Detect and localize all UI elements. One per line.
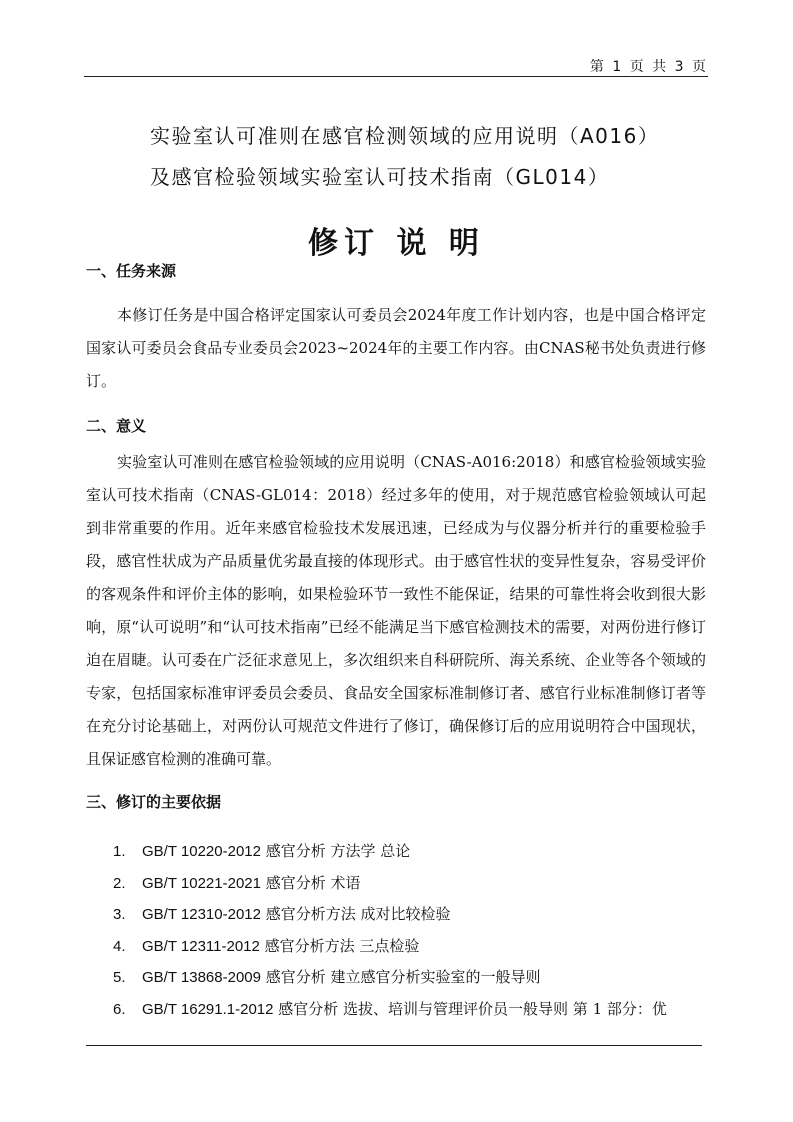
list-number: 5.	[113, 969, 126, 986]
standard-title: 感官分析 术语	[265, 873, 361, 892]
standard-title: 感官分析方法 成对比较检验	[265, 905, 451, 923]
list-number: 1.	[113, 843, 126, 860]
list-number: 2.	[113, 874, 126, 892]
section-heading-significance: 二、意义	[86, 417, 147, 435]
standard-title: 感官分析 选拔、培训与管理评价员一般导则 第 1 部分：优	[278, 999, 667, 1018]
page-number-header: 第 1 页 共 3 页	[589, 59, 708, 75]
standard-code: GB/T 12311-2012	[142, 937, 260, 955]
section-heading-task-source: 一、任务来源	[86, 262, 177, 280]
standard-title: 感官分析方法 三点检验	[264, 936, 420, 955]
section-paragraph-significance: 实验室认可准则在感官检验领域的应用说明（CNAS-A016:2018）和感官检验领域实验室认可技术指南（CNAS-GL014：2018）经过多年的使用，对于规范感官检验领域认可起到非常重要的作用。近年来感官检验技术发展迅速，已经成为与仪器分析并行的重要检验手段，感官性状成为产品质量优劣最直接的体现形式。由于感官性状的变异性复杂，容易受评价的客观条件和评价主体的影响，如果检验环节一致性不能保证，结果的可靠性将会收到很大影响，原“认可说明”和“认可技术指南”已经不能满足当下感官检测技术的需要，对两份进行修订迫在眉睫。认可委在广泛征求意见上，多次组织来自科研院所、海关系统、企业等各个领域的专家，包括国家标准审评委员会委员、食品安全国家标准制修订者、感官行业标准制修订者等在充分讨论基础上，对两份认可规范文件进行了修订，确保修订后的应用说明符合中国现状，且保证感官检测的准确可靠。	[86, 453, 706, 768]
list-item	[113, 931, 667, 963]
standard-title: 感官分析 建立感官分析实验室的一般导则	[265, 968, 541, 986]
standard-code: GB/T 13868-2009	[142, 969, 261, 986]
main-title: 修订 说 明	[308, 226, 485, 261]
standard-code: GB/T 10221-2021	[142, 874, 261, 892]
list-item	[113, 836, 667, 868]
list-number: 4.	[113, 937, 126, 955]
standard-code: GB/T 16291.1-2012	[142, 1000, 274, 1018]
document-title-line-2: 及感官检验领域实验室认可技术指南（GL014）	[150, 165, 610, 189]
document-title-line-1: 实验室认可准则在感官检测领域的应用说明（A016）	[150, 124, 660, 148]
standard-code: GB/T 12310-2012	[142, 906, 261, 923]
list-item	[113, 868, 667, 900]
list-number: 6.	[113, 1000, 126, 1018]
header-rule	[84, 76, 708, 77]
list-item	[113, 899, 667, 931]
section-paragraph-task-source: 本修订任务是中国合格评定国家认可委员会2024年度工作计划内容，也是中国合格评定国家认可委员会食品专业委员会2023~2024年的主要工作内容。由CNAS秘书处负责进行修订。	[86, 306, 706, 390]
section-heading-revision-basis: 三、修订的主要依据	[86, 793, 222, 811]
standard-code: GB/T 10220-2012	[142, 843, 261, 860]
list-number: 3.	[113, 906, 126, 923]
reference-list	[113, 836, 667, 1025]
standard-title: 感官分析 方法学 总论	[265, 842, 411, 860]
list-item	[113, 962, 667, 994]
footer-rule	[86, 1045, 702, 1046]
list-item	[113, 994, 667, 1026]
